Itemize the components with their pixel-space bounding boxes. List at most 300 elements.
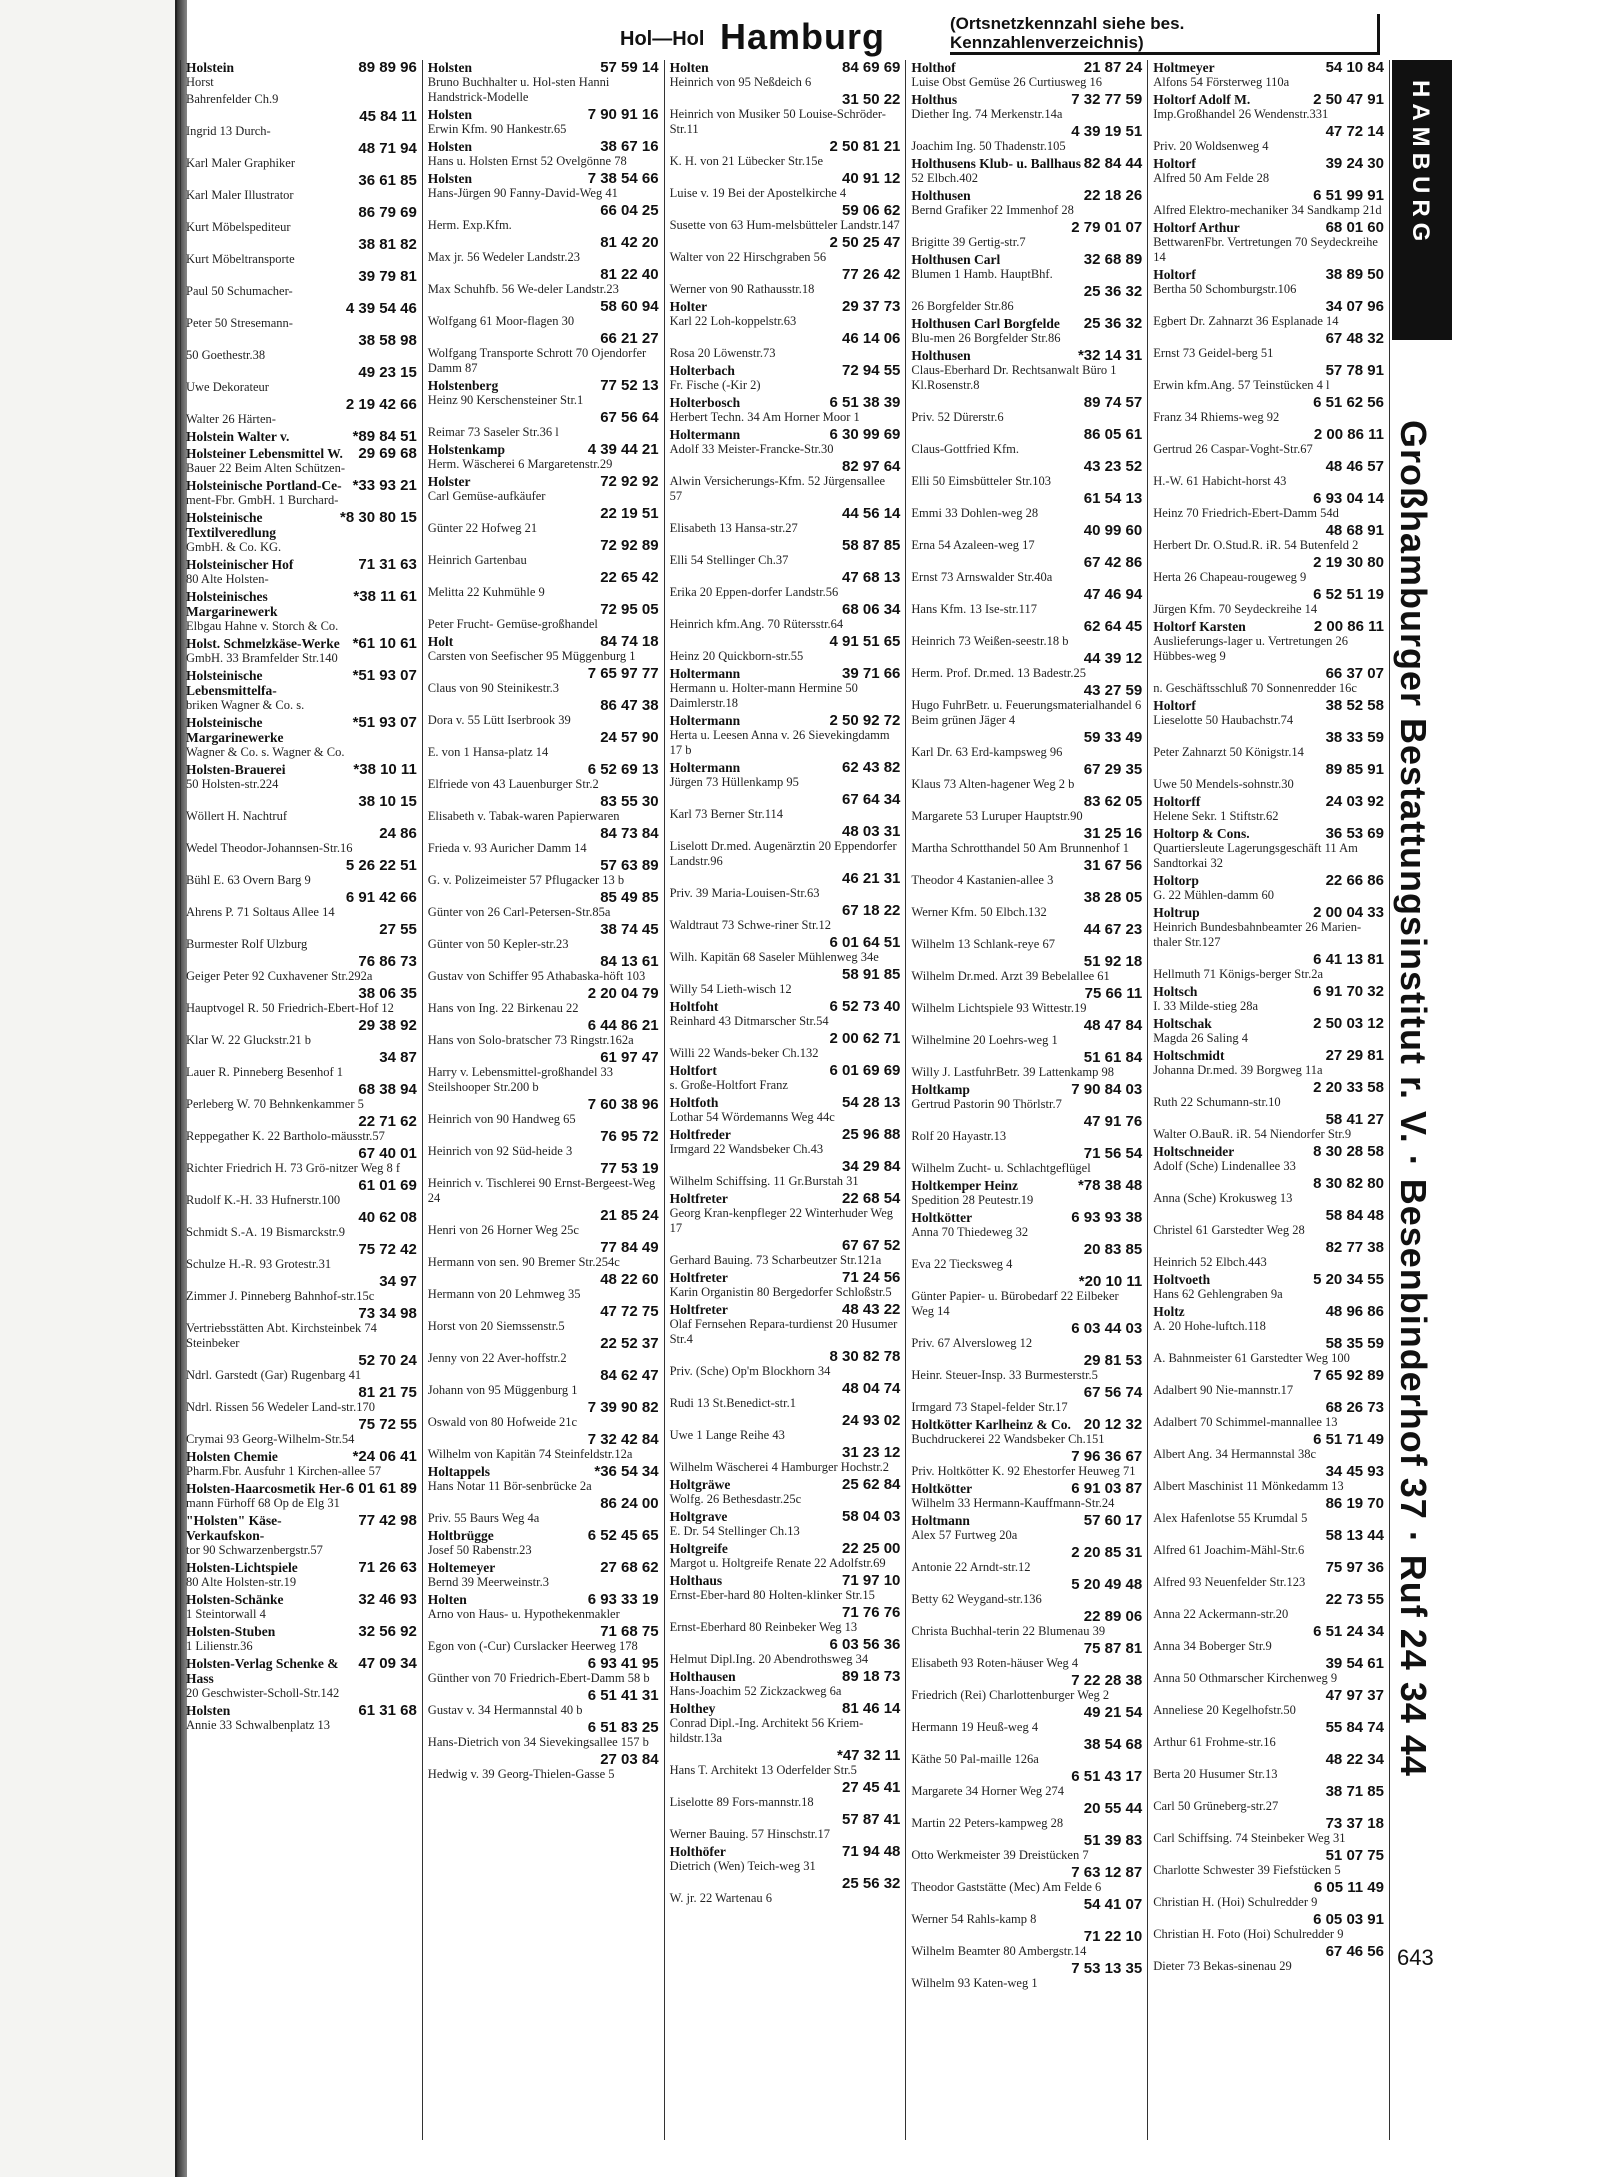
page-header: [620, 10, 1380, 60]
directory-entry: [670, 1605, 901, 1635]
entry-name: Holthof: [911, 60, 956, 75]
directory-entry: [1153, 299, 1384, 329]
directory-entry: [428, 986, 659, 1016]
directory-entry: [670, 331, 901, 361]
entry-details: Schmidt S.-A. 19 Bismarckstr.9: [186, 1225, 346, 1239]
entry-details: Klar W. 22 Gluckstr.21 b: [186, 1033, 311, 1047]
entry-phone: 31 25 16: [1083, 825, 1143, 842]
directory-entry: [186, 109, 417, 139]
entry-phone: 29 38 92: [358, 1017, 417, 1034]
entry-details: Max jr. 56 Wedeler Landstr.23: [427, 250, 581, 264]
entry-phone: 38 54 68: [1083, 1736, 1143, 1753]
entry-details: Alfred 61 Joachim-Mähl-Str.6: [1153, 1543, 1305, 1557]
directory-entry: [428, 1720, 659, 1750]
entry-details: Pharm.Fbr. Ausfuhr 1 Kirchen-allee 57: [186, 1464, 382, 1478]
directory-entry: [1153, 188, 1384, 218]
entry-details: Karl 73 Berner Str.114: [669, 807, 783, 821]
entry-phone: 34 87: [379, 1049, 417, 1066]
entry-details: Hans-Dietrich von 34 Sievekingsallee 157 b: [427, 1735, 649, 1749]
entry-phone: 2 50 81 21: [829, 138, 901, 155]
entry-details: Hugo FuhrBetr. u. Feuerungsmaterialhandel 6 Beim grünen Jäger 4: [911, 698, 1142, 727]
directory-entry: [1153, 1912, 1384, 1942]
entry-phone: 66 21 27: [600, 330, 659, 347]
entry-details: Diether Ing. 74 Merkenstr.14a: [911, 107, 1063, 121]
entry-details: Adalbert 90 Nie-mannstr.17: [1153, 1383, 1294, 1397]
entry-details: 50 Holsten-str.224: [186, 777, 279, 791]
directory-column-1: [180, 60, 423, 2140]
entry-phone: *38 11 61: [353, 588, 417, 605]
entry-details: Theodor 4 Kastanien-allee 3: [911, 873, 1054, 887]
directory-entry: [670, 203, 901, 233]
entry-details: Oswald von 80 Hofweide 21c: [427, 1415, 578, 1429]
directory-entry: [428, 171, 659, 201]
entry-phone: 24 93 02: [842, 1412, 901, 1429]
entry-name: Holtorf: [1153, 698, 1196, 713]
entry-details: mann Fürhoff 68 Op de Elg 31: [186, 1496, 340, 1510]
directory-entry: [186, 269, 417, 299]
directory-entry: [186, 1481, 417, 1511]
entry-phone: 71 56 54: [1083, 1145, 1143, 1162]
directory-entry: [670, 1381, 901, 1411]
entry-phone: 72 92 89: [600, 537, 659, 554]
entry-phone: 46 14 06: [842, 330, 901, 347]
directory-entry: [1153, 220, 1384, 265]
directory-entry: [670, 1413, 901, 1443]
directory-entry: [670, 1701, 901, 1746]
directory-entry: [186, 1114, 417, 1144]
directory-entry: [428, 698, 659, 728]
entry-details: Günter von 26 Carl-Petersen-Str.85a: [427, 905, 611, 919]
entry-name: Holstenkamp: [427, 442, 506, 457]
directory-entry: [428, 538, 659, 568]
entry-details: Elli 50 Eimsbütteler Str.103: [911, 474, 1051, 488]
entry-phone: 48 43 22: [842, 1301, 901, 1318]
directory-entry: [186, 1274, 417, 1304]
directory-entry: [670, 1876, 901, 1906]
entry-details: Fr. Fische (-Kir 2): [669, 378, 761, 392]
entry-details: Bertha 50 Schomburgstr.106: [1153, 282, 1297, 296]
entry-phone: 2 00 62 71: [829, 1030, 901, 1047]
directory-entry: [428, 474, 659, 504]
entry-details: Wilhelm Schiffsing. 11 Gr.Burstah 31: [669, 1174, 859, 1188]
entry-details: Hedwig v. 39 Georg-Thielen-Gasse 5: [427, 1767, 615, 1781]
entry-details: Margot u. Holtgreife Renate 22 Adolfstr.69: [669, 1556, 886, 1570]
directory-column-4: [906, 60, 1148, 2140]
entry-details: Luise Obst Gemüse 26 Curtiusweg 16: [911, 75, 1102, 89]
entry-details: Wilhelm 93 Katen-weg 1: [911, 1976, 1038, 1990]
entry-name: Holtorff: [1153, 794, 1201, 809]
entry-details: Günter von 50 Kepler-str.23: [427, 937, 569, 951]
entry-phone: 76 86 73: [358, 953, 417, 970]
entry-phone: 6 51 24 34: [1313, 1623, 1384, 1640]
entry-phone: 29 81 53: [1083, 1352, 1143, 1369]
directory-entry: [911, 619, 1142, 649]
entry-phone: 58 35 59: [1325, 1335, 1384, 1352]
entry-name: Holsteiner Lebensmittel W.: [186, 446, 343, 461]
entry-name: Holtkötter Karlheinz & Co.: [911, 1417, 1071, 1432]
entry-phone: 61 31 68: [358, 1702, 417, 1719]
entry-phone: 2 00 04 33: [1313, 904, 1384, 921]
directory-entry: [911, 1737, 1142, 1767]
entry-name: Holterbach: [669, 363, 735, 378]
entry-details: Anna 50 Othmarscher Kirchenweg 9: [1153, 1671, 1338, 1685]
entry-phone: 49 23 15: [358, 364, 417, 381]
entry-details: Elli 54 Stellinger Ch.37: [669, 553, 789, 567]
entry-details: 52 Elbch.402: [911, 171, 979, 185]
directory-entry: [428, 922, 659, 952]
entry-details: Gustav v. 34 Hermannstal 40 b: [427, 1703, 583, 1717]
directory-entry: [186, 715, 417, 760]
entry-phone: 48 04 74: [842, 1380, 901, 1397]
entry-phone: 67 18 22: [842, 902, 901, 919]
entry-phone: 81 42 20: [600, 234, 659, 251]
directory-entry: [911, 1577, 1142, 1607]
directory-entry: [1153, 666, 1384, 696]
entry-phone: *32 14 31: [1077, 347, 1143, 364]
directory-entry: [911, 1242, 1142, 1272]
directory-entry: [428, 1208, 659, 1238]
entry-phone: 75 72 42: [358, 1241, 417, 1258]
directory-entry: [186, 1624, 417, 1654]
entry-details: Heinz 70 Friedrich-Ebert-Damm 54d: [1153, 506, 1339, 520]
directory-entry: [428, 139, 659, 169]
entry-phone: *51 93 07: [352, 667, 417, 684]
directory-entry: [428, 299, 659, 329]
directory-entry: [911, 316, 1142, 346]
entry-details: Franz 34 Rhiems-weg 92: [1153, 410, 1280, 424]
entry-details: Hans Notar 11 Bör-senbrücke 2a: [427, 1479, 592, 1493]
directory-entry: [670, 1349, 901, 1379]
entry-phone: 47 97 37: [1325, 1687, 1384, 1704]
entry-phone: 68 38 94: [358, 1081, 417, 1098]
entry-details: Egon von (-Cur) Curslacker Heerweg 178: [427, 1639, 638, 1653]
directory-entry: [911, 124, 1142, 154]
entry-details: Herm. Prof. Dr.med. 13 Badestr.25: [911, 666, 1087, 680]
entry-details: Carl 50 Grüneberg-str.27: [1153, 1799, 1279, 1813]
entry-phone: 34 07 96: [1325, 298, 1384, 315]
entry-phone: 31 67 56: [1083, 857, 1143, 874]
entry-details: Erwin kfm.Ang. 57 Teinstücken 4 l: [1153, 378, 1330, 392]
directory-entry: [1153, 1080, 1384, 1110]
entry-phone: 72 95 05: [600, 601, 659, 618]
directory-entry: [1153, 1720, 1384, 1750]
entry-phone: 61 01 69: [358, 1177, 417, 1194]
entry-details: Christel 61 Garstedter Weg 28: [1153, 1223, 1305, 1237]
entry-details: K. H. von 21 Lübecker Str.15e: [669, 154, 824, 168]
entry-details: Helene Sekr. 1 Stiftstr.62: [1153, 809, 1279, 823]
entry-phone: 22 18 26: [1083, 187, 1143, 204]
directory-entry: [670, 1637, 901, 1667]
entry-phone: 84 74 18: [600, 633, 659, 650]
entry-details: 1 Steintorwall 4: [186, 1607, 266, 1621]
entry-details: Martin 22 Peters-kampweg 28: [911, 1816, 1064, 1830]
entry-phone: 6 51 38 39: [829, 394, 901, 411]
directory-entry: [911, 156, 1142, 186]
entry-name: Holtorf Adolf M.: [1153, 92, 1251, 107]
directory-entry: [428, 107, 659, 137]
directory-entry: [186, 237, 417, 267]
entry-phone: 6 52 73 40: [829, 998, 901, 1015]
entry-phone: 6 91 70 32: [1313, 983, 1384, 1000]
entry-details: Hellmuth 71 Königs-berger Str.2a: [1153, 967, 1324, 981]
directory-entry: [670, 1095, 901, 1125]
directory-entry: [1153, 1304, 1384, 1334]
directory-entry: [1153, 826, 1384, 871]
directory-entry: [670, 363, 901, 393]
entry-details: GmbH. & Co. KG.: [186, 540, 282, 554]
entry-name: Holthusens Klub- u. Ballhaus: [911, 156, 1081, 171]
entry-phone: 7 60 38 96: [587, 1096, 659, 1113]
entry-phone: 75 97 36: [1325, 1559, 1384, 1576]
entry-name: Holtermann: [669, 760, 741, 775]
directory-entry: [186, 986, 417, 1016]
directory-entry: [428, 1050, 659, 1095]
entry-details: Carl Gemüse-aufkäufer: [427, 489, 546, 503]
directory-entry: [1153, 1560, 1384, 1590]
directory-entry: [670, 1748, 901, 1778]
directory-entry: [428, 1464, 659, 1494]
entry-phone: 86 47 38: [600, 697, 659, 714]
directory-entry: [670, 570, 901, 600]
directory-entry: [670, 235, 901, 265]
entry-details: Spedition 28 Peutestr.19: [911, 1193, 1034, 1207]
entry-details: Arno von Haus- u. Hypothekenmakler: [427, 1607, 620, 1621]
entry-phone: 71 97 10: [842, 1572, 901, 1589]
entry-details: Wilhelm Lichtspiele 93 Wittestr.19: [911, 1001, 1087, 1015]
directory-entry: [186, 1242, 417, 1272]
entry-phone: *8 30 80 15: [340, 509, 417, 526]
entry-phone: *47 32 11: [836, 1747, 901, 1764]
directory-entry: [670, 634, 901, 664]
directory-entry: [1153, 427, 1384, 457]
directory-entry: [186, 589, 417, 634]
entry-phone: 75 87 81: [1083, 1640, 1143, 1657]
entry-phone: 2 00 86 11: [1313, 618, 1384, 635]
entry-details: Uwe 1 Lange Reihe 43: [669, 1428, 785, 1442]
directory-entry: [670, 602, 901, 632]
entry-details: Willy J. LastfuhrBetr. 39 Lattenkamp 98: [911, 1065, 1114, 1079]
entry-phone: 38 10 15: [358, 793, 417, 810]
entry-details: Liselott Dr.med. Augenärztin 20 Eppendorfer Landstr.96: [669, 839, 897, 868]
entry-details: BettwarenFbr. Vertretungen 70 Seydeckreihe 14: [1153, 235, 1378, 264]
entry-phone: 6 01 69 69: [829, 1062, 901, 1079]
vertical-advertisement: [1392, 420, 1462, 1970]
directory-entry: [1153, 1784, 1384, 1814]
directory-entry: [670, 1541, 901, 1571]
entry-details: Annie 33 Schwalbenplatz 13: [186, 1718, 331, 1732]
entry-details: Herta 26 Chapeau-rougeweg 9: [1153, 570, 1307, 584]
entry-details: Günther von 70 Friedrich-Ebert-Damm 58 b: [427, 1671, 650, 1685]
entry-details: Ernst 73 Arnswalder Str.40a: [911, 570, 1053, 584]
entry-details: Margarete 53 Luruper Hauptstr.90: [911, 809, 1083, 823]
directory-entry: [186, 205, 417, 235]
directory-entry: [1153, 952, 1384, 982]
entry-phone: 67 42 86: [1083, 554, 1143, 571]
directory-entry: [186, 1210, 417, 1240]
entry-phone: 2 50 47 91: [1313, 91, 1384, 108]
entry-details: Heinrich von 92 Süd-heide 3: [427, 1144, 573, 1158]
directory-entry: [911, 1961, 1142, 1991]
entry-details: Charlotte Schwester 39 Fiefstücken 5: [1153, 1863, 1341, 1877]
directory-entry: [911, 523, 1142, 553]
entry-details: Reimar 73 Saseler Str.36 l: [427, 425, 559, 439]
entry-details: Peter Zahnarzt 50 Königstr.14: [1153, 745, 1304, 759]
entry-details: Karl 22 Loh-koppelstr.63: [669, 314, 797, 328]
entry-phone: *36 54 34: [594, 1463, 659, 1480]
entry-phone: 89 18 73: [842, 1668, 901, 1685]
directory-entry: [186, 922, 417, 952]
directory-entry: [1153, 1752, 1384, 1782]
directory-entry: [186, 141, 417, 171]
directory-entry: [1153, 1176, 1384, 1206]
entry-phone: 7 90 91 16: [587, 106, 659, 123]
directory-entry: [1153, 1944, 1384, 1974]
entry-name: Holthaus: [669, 1573, 723, 1588]
entry-details: Heinz 90 Kerschensteiner Str.1: [427, 393, 584, 407]
directory-entry: [428, 442, 659, 472]
directory-entry: [911, 555, 1142, 585]
directory-entry: [186, 1449, 417, 1479]
directory-entry: [670, 139, 901, 169]
directory-entry: [670, 1573, 901, 1603]
entry-phone: 55 84 74: [1325, 1719, 1384, 1736]
entry-phone: 58 13 44: [1325, 1527, 1384, 1544]
entry-details: Gertrud 26 Caspar-Voght-Str.67: [1153, 442, 1313, 456]
directory-entry: [911, 1018, 1142, 1048]
entry-details: Uwe 50 Mendels-sohnstr.30: [1153, 777, 1294, 791]
entry-details: Ingrid 13 Durch-: [186, 124, 271, 138]
entry-phone: 73 37 18: [1325, 1815, 1384, 1832]
entry-phone: 29 37 73: [842, 298, 901, 315]
entry-details: Uwe Dekorateur: [186, 380, 269, 394]
directory-entry: [911, 1274, 1142, 1319]
entry-details: Lieselotte 50 Haubachstr.74: [1153, 713, 1294, 727]
entry-phone: 54 28 13: [842, 1094, 901, 1111]
directory-entry: [911, 1705, 1142, 1735]
directory-entry: [1153, 1048, 1384, 1078]
directory-entry: [670, 1031, 901, 1061]
directory-entry: [1153, 1688, 1384, 1718]
directory-entry: [186, 762, 417, 792]
entry-details: Adolf (Sche) Lindenallee 33: [1153, 1159, 1296, 1173]
directory-entry: [911, 1146, 1142, 1176]
entry-phone: 86 24 00: [600, 1495, 659, 1512]
entry-details: Anna (Sche) Krokusweg 13: [1153, 1191, 1293, 1205]
entry-details: Hermann von sen. 90 Bremer Str.254c: [427, 1255, 620, 1269]
entry-details: Günter 22 Hofweg 21: [427, 521, 538, 535]
entry-details: Priv. Holtkötter K. 92 Ehestorfer Heuweg 71: [911, 1464, 1136, 1478]
entry-phone: 51 92 18: [1083, 953, 1143, 970]
directory-entry: [1153, 762, 1384, 792]
entry-phone: 6 51 43 17: [1071, 1768, 1143, 1785]
directory-entry: [1153, 267, 1384, 297]
entry-phone: 49 21 54: [1083, 1704, 1143, 1721]
entry-phone: *61 10 61: [352, 635, 417, 652]
directory-entry: [1153, 1016, 1384, 1046]
entry-details: Herta u. Leesen Anna v. 26 Sievekingdamm 17 b: [669, 728, 890, 757]
entry-details: E. von 1 Hansa-platz 14: [427, 745, 549, 759]
directory-entry: [911, 762, 1142, 792]
entry-name: Holtorf: [1153, 267, 1196, 282]
directory-entry: [670, 1127, 901, 1157]
entry-details: Anna 22 Ackermann-str.20: [1153, 1607, 1289, 1621]
directory-entry: [1153, 124, 1384, 154]
entry-name: Holthusen: [911, 188, 971, 203]
entry-details: Elfriede von 43 Lauenburger Str.2: [427, 777, 599, 791]
entry-name: Holtappels: [427, 1464, 491, 1479]
entry-phone: 2 79 01 07: [1071, 219, 1143, 236]
entry-phone: 5 20 34 55: [1313, 1271, 1384, 1288]
entry-phone: 86 05 61: [1083, 426, 1143, 443]
entry-phone: *89 84 51: [352, 428, 417, 445]
entry-phone: 20 83 85: [1083, 1241, 1143, 1258]
directory-entry: [911, 1545, 1142, 1575]
header-city: Hamburg: [720, 16, 886, 57]
entry-name: Holtvoeth: [1153, 1272, 1211, 1287]
directory-entry: [911, 890, 1142, 920]
entry-phone: 32 56 92: [358, 1623, 417, 1640]
entry-details: Herbert Dr. O.Stud.R. iR. 54 Butenfeld 2: [1153, 538, 1359, 552]
entry-phone: 24 57 90: [600, 729, 659, 746]
entry-details: Antonie 22 Arndt-str.12: [911, 1560, 1031, 1574]
entry-details: Alex Hafenlotse 55 Krumdal 5: [1153, 1511, 1308, 1525]
entry-phone: 51 61 84: [1083, 1049, 1143, 1066]
entry-details: Wagner & Co. s. Wagner & Co.: [186, 745, 345, 759]
entry-details: Waldtraut 73 Schwe-riner Str.12: [669, 918, 832, 932]
entry-name: Holtkötter: [911, 1210, 973, 1225]
entry-phone: 7 32 42 84: [587, 1431, 659, 1448]
directory-entry: [670, 1844, 901, 1874]
directory-entry: [186, 301, 417, 331]
entry-name: Holtgräwe: [669, 1477, 731, 1492]
directory-entry: [911, 220, 1142, 250]
directory-entry: [186, 1560, 417, 1590]
side-banner: [1392, 60, 1452, 340]
directory-entry: [911, 1673, 1142, 1703]
entry-details: I. 33 Milde-stieg 28a: [1153, 999, 1259, 1013]
entry-phone: 6 52 51 19: [1313, 586, 1384, 603]
entry-phone: 68 01 60: [1325, 219, 1384, 236]
entry-details: Hans von Solo-bratscher 73 Ringstr.162a: [427, 1033, 634, 1047]
entry-phone: 39 71 66: [842, 665, 901, 682]
entry-phone: 7 22 28 38: [1071, 1672, 1143, 1689]
entry-name: Holsten: [186, 1703, 231, 1718]
entry-phone: 61 54 13: [1083, 490, 1143, 507]
entry-details: Ndrl. Rissen 56 Wedeler Land-str.170: [186, 1400, 376, 1414]
entry-details: Margarete 34 Horner Weg 274: [911, 1784, 1065, 1798]
entry-name: Holter: [669, 299, 708, 314]
entry-details: Heinrich Bundesbahnbeamter 26 Marien-thaler Str.127: [1153, 920, 1362, 949]
entry-phone: *51 93 07: [352, 714, 417, 731]
entry-details: Karin Organistin 80 Bergedorfer Schloßstr.5: [669, 1285, 892, 1299]
directory-entry: [186, 1306, 417, 1351]
entry-details: Hans von Ing. 22 Birkenau 22: [427, 1001, 579, 1015]
entry-phone: 62 64 45: [1083, 618, 1143, 635]
entry-phone: 54 41 07: [1083, 1896, 1143, 1913]
directory-entry: [1153, 1432, 1384, 1462]
entry-details: Wilh. Kapitän 68 Saseler Mühlenweg 34e: [669, 950, 879, 964]
entry-details: Geiger Peter 92 Cuxhavener Str.292a: [186, 969, 373, 983]
entry-phone: 84 13 61: [600, 953, 659, 970]
directory-entry: [670, 395, 901, 425]
directory-entry: [186, 557, 417, 587]
entry-details: Imp.Großhandel 26 Wendenstr.331: [1153, 107, 1329, 121]
entry-details: G. 22 Mühlen-damm 60: [1153, 888, 1275, 902]
entry-phone: 38 74 45: [600, 921, 659, 938]
entry-details: Anna 70 Thiedeweg 32: [911, 1225, 1029, 1239]
entry-phone: 20 55 44: [1083, 1800, 1143, 1817]
entry-phone: 67 29 35: [1083, 761, 1143, 778]
